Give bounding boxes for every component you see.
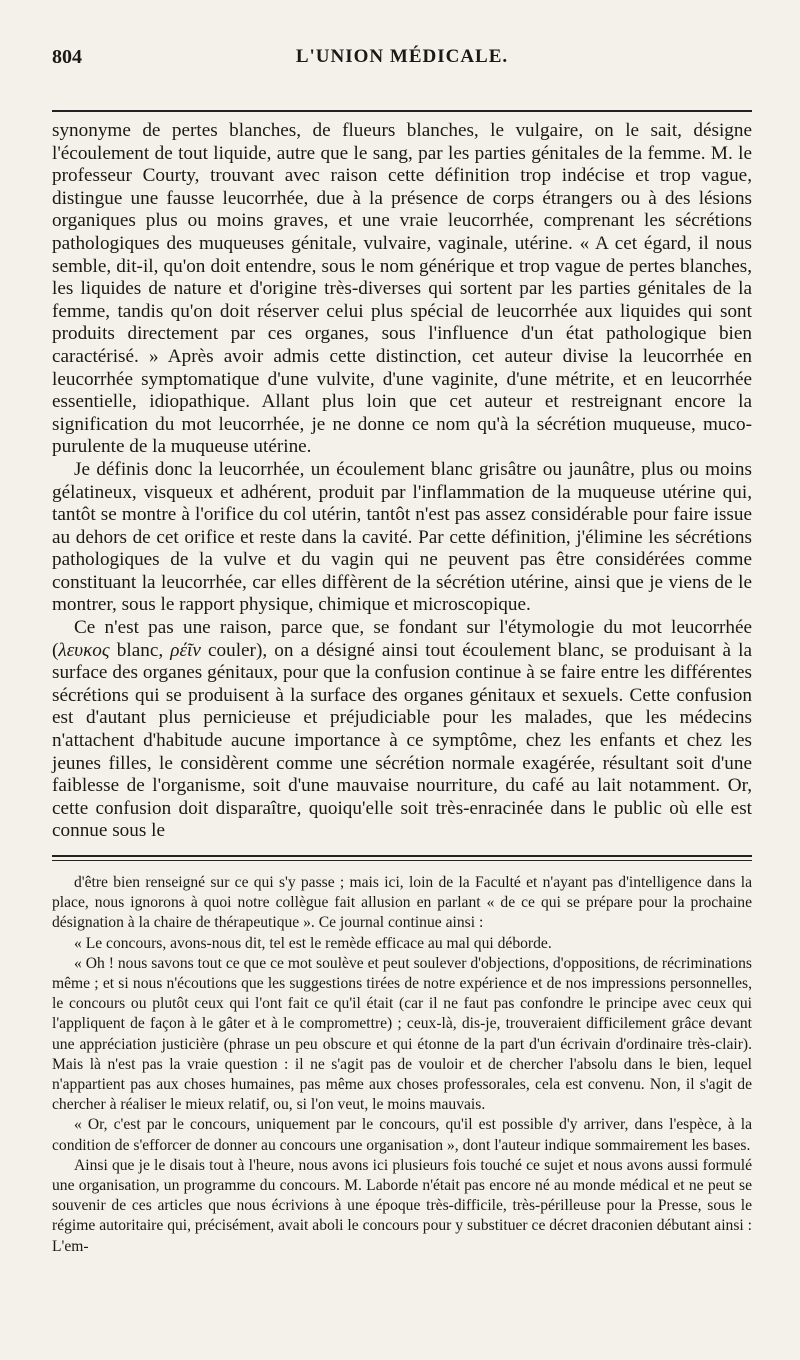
text-run: blanc,: [109, 639, 171, 661]
body-paragraph: Je définis donc la leucorrhée, un écoulement blanc grisâtre ou jaunâtre, plus ou moins gélatineux, visqueux et adhérent, produit par l'inflammation de la muqueuse utérine qui, tantôt se montre à l'orifice du col utérin, tantôt n'est pas assez considérable pour faire issue au dehors de cet orifice et reste dans la cavité. Par cette définition, j'élimine les sécrétions pathologiques de la vulve et du vagin qui ne peuvent pas être considérées comme constituant la leucorrhée, car elles diffèrent de la sécrétion utérine, ainsi que je viens de le montrer, sous le rapport physique, chimique et microscopique.: [52, 458, 752, 616]
page-number: 804: [52, 46, 82, 68]
footnote-separator: [52, 855, 752, 861]
footnote-paragraph: « Le concours, avons-nous dit, tel est le remède efficace au mal qui déborde.: [74, 934, 552, 952]
footnote-paragraph: d'être bien renseigné sur ce qui s'y passe ; mais ici, loin de la Faculté et n'ayant pas d'intelligence dans la place, nous ignorons à quoi notre collègue fait allusion en parlant « de ce qui se prépare pour la prochaine désignation à la chaire de thérapeutique ». Ce journal continue ainsi :: [52, 874, 752, 932]
footnote-paragraph: Ainsi que je le disais tout à l'heure, nous avons ici plusieurs fois touché ce sujet et nous avons aussi formulé une organisation, un programme du concours. M. Laborde n'était pas encore né au monde médical et ne peut se souvenir de ces articles que nous écrivions à une époque très-difficile, très-périlleuse pour la Presse, sous le régime autoritaire qui, précisément, avait aboli le concours pour y substituer ce décret draconien débutant ainsi : L'em-: [52, 1156, 752, 1255]
text-run: Ce n'est pas une raison, parce que, se fondant sur l'étymologie du mot leucorrhée (: [52, 617, 752, 661]
footnote-paragraph: « Oh ! nous savons tout ce que ce mot soulève et peut soulever d'objections, d'oppositions, de récriminations même ; et si nous n'écoutions que les suggestions tirées de notre expérience et de nos impressions personnelles, le concours ou plutôt ceux qui l'ont fait ce qu'il était (car il ne faut pas confondre le principe avec ceux qui l'appliquent de façon à le gâter et à le compromettre) ; ceux-là, dis-je, trouveraient difficilement grâce devant une appréciation justicière (phrase un peu obscure et qui étonne de la part d'un écrivain d'ordinaire très-clair). Mais là n'est pas la vraie question : il ne s'agit pas de vouloir et de chercher l'absolu dans le bien, lequel n'appartient pas aux choses humaines, pas même aux choses professorales, cela est convenu. Non, il s'agit de chercher à réaliser le mieux relatif, ou, si l'on veut, le moins mauvais.: [52, 954, 752, 1114]
body-paragraph: synonyme de pertes blanches, de flueurs blanches, le vulgaire, on le sait, désigne l'écoulement de tout liquide, autre que le sang, par les parties génitales de la femme. M. le professeur Courty, trouvant avec raison cette définition trop indécise et trop vague, distingue une fausse leucorrhée, due à la présence de corps étrangers ou à des lésions organiques plus ou moins graves, et une vraie leucorrhée, comprenant les sécrétions pathologiques des muqueuses génitale, vulvaire, vaginale, utérine. « A cet égard, il nous semble, dit-il, qu'on doit entendre, sous le nom générique et trop vague de pertes blanches, les liquides de nature et d'origine très-diverses qui sortent par les parties génitales de la femme, tandis qu'on doit réserver celui plus spécial de leucorrhée aux liquides qui sont produits directement par ces organes, sous l'influence d'un état pathologique bien caractérisé. » Après avoir admis cette distinction, cet auteur divise la leucorrhée en leucorrhée symptomatique d'une vulvite, d'une vaginite, d'une métrite, et en leucorrhée essentielle, idiopathique. Allant plus loin que cet auteur et restreignant encore la signification du mot leucorrhée, je ne donne ce nom qu'à la sécrétion muqueuse, muco-purulente de la muqueuse utérine.: [52, 120, 752, 458]
running-title: L'UNION MÉDICALE.: [295, 46, 509, 67]
text-run: couler), on a désigné ainsi tout écoulement blanc, se produisant à la surface des organes génitaux, pour que la confusion continue à se faire entre les différentes sécrétions qui se produisent à la surface des organes génitaux et sexuels. Cette confusion est d'autant plus pernicieuse et préjudiciable pour les malades, que les médecins n'attachent d'habitude aucune importance à ce symptôme, chez les enfants et chez les jeunes filles, le considèrent comme une sécrétion normale exagérée, résultant soit d'une faiblesse de l'organisme, soit d'une mauvaise nourriture, du café au lait notamment. Or, cette confusion doit disparaître, quoiqu'elle soit très-enracinée dans le public où elle est connue sous le: [52, 639, 752, 842]
greek-word: λευκος: [58, 639, 110, 661]
footnote: [52, 873, 752, 1257]
footnote-paragraph: « Or, c'est par le concours, uniquement par le concours, qu'il est possible d'y arriver, dans l'espèce, à la condition de s'efforcer de donner au concours une organisation », dont l'auteur indique sommairement les bases.: [52, 1116, 752, 1154]
main-text: [52, 120, 752, 843]
body-paragraph: [52, 617, 752, 843]
page-header: [52, 40, 752, 76]
header-rule: [52, 110, 752, 112]
greek-word: ρέῖν: [170, 639, 201, 661]
